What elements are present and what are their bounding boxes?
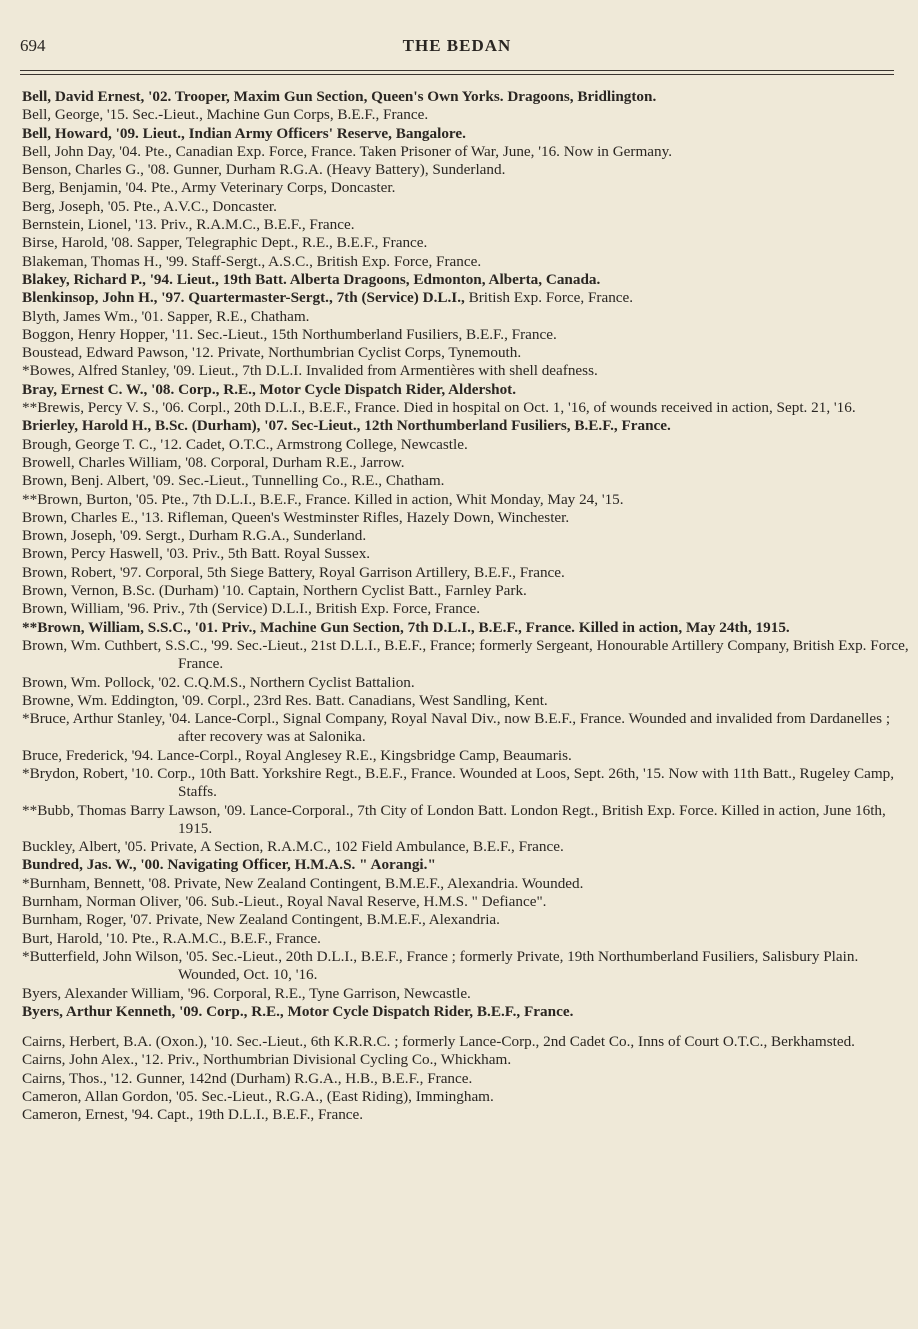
entry-text: *Bowes, Alfred Stanley, '09. Lieut., 7th D.L.I. Invalided from Armentières with shell deafness. [22, 362, 598, 380]
list-item [20, 802, 910, 839]
entry-text: Brown, Wm. Cuthbert, S.S.C., '99. Sec.-Lieut., 21st D.L.I., B.E.F., France; formerly Sergeant, Honourable Artillery Company, British Exp. Force, France. [22, 636, 909, 673]
entry-text: Bell, George, '15. Sec.-Lieut., Machine Gun Corps, B.E.F., France. [22, 106, 429, 124]
entry-text: Brown, Charles E., '13. Rifleman, Queen's Westminster Rifles, Hazely Down, Winchester. [22, 508, 570, 526]
list-item [20, 308, 910, 326]
list-item [20, 1051, 910, 1069]
entry-text: Birse, Harold, '08. Sapper, Telegraphic Dept., R.E., B.E.F., France. [22, 234, 428, 252]
entry-text: Brierley, Harold H., B.Sc. (Durham), '07. Sec-Lieut., 12th Northumberland Fusiliers, B.E.F., France. [22, 417, 671, 435]
entry-text: Brown, Joseph, '09. Sergt., Durham R.G.A., Sunderland. [22, 527, 367, 545]
header-rule-double [20, 74, 894, 75]
entry-text: Cameron, Ernest, '94. Capt., 19th D.L.I., B.E.F., France. [22, 1106, 364, 1124]
list-item [20, 491, 910, 509]
page-number: 694 [20, 36, 46, 55]
list-item [20, 692, 910, 710]
entry-text: Berg, Benjamin, '04. Pte., Army Veterinary Corps, Doncaster. [22, 179, 396, 197]
list-item [20, 1003, 910, 1021]
list-item [20, 289, 910, 307]
list-item [20, 1088, 910, 1106]
list-item [20, 619, 910, 637]
list-item [20, 527, 910, 545]
entry-text: Cairns, Thos., '12. Gunner, 142nd (Durham) R.G.A., H.B., B.E.F., France. [22, 1069, 473, 1087]
list-item [20, 436, 910, 454]
entry-text: Boggon, Henry Hopper, '11. Sec.-Lieut., 15th Northumberland Fusiliers, B.E.F., France. [22, 325, 557, 343]
entry-text: Berg, Joseph, '05. Pte., A.V.C., Doncaster. [22, 197, 277, 215]
list-item [20, 600, 910, 618]
list-item [20, 838, 910, 856]
entry-text: **Brown, William, S.S.C., '01. Priv., Machine Gun Section, 7th D.L.I., B.E.F., France. Killed in action, May 24th, 1915. [22, 618, 790, 636]
list-item [20, 1070, 910, 1088]
entry-text: *Butterfield, John Wilson, '05. Sec.-Lieut., 20th D.L.I., B.E.F., France ; formerly Private, 19th Northumberland Fusiliers, Salisbury Plain. Wounded, Oct. 10, '16. [22, 947, 859, 984]
list-item [20, 1033, 910, 1051]
list-item [20, 216, 910, 234]
list-item [20, 765, 910, 802]
list-item [20, 143, 910, 161]
entry-text: Benson, Charles G., '08. Gunner, Durham R.G.A. (Heavy Battery), Sunderland. [22, 161, 506, 179]
list-item [20, 344, 910, 362]
entry-text: Blyth, James Wm., '01. Sapper, R.E., Chatham. [22, 307, 310, 325]
list-item [20, 161, 910, 179]
list-item [20, 106, 910, 124]
entry-text: **Brewis, Percy V. S., '06. Corpl., 20th D.L.I., B.E.F., France. Died in hospital on Oct. 1, '16, of wounds received in action, Sept. 21, '16. [22, 399, 856, 417]
list-item [20, 509, 910, 527]
entry-text: Bruce, Frederick, '94. Lance-Corpl., Royal Anglesey R.E., Kingsbridge Camp, Beaumaris. [22, 746, 572, 764]
entry-text: *Burnham, Bennett, '08. Private, New Zealand Contingent, B.M.E.F., Alexandria. Wounded. [22, 874, 584, 892]
entry-text: Brough, George T. C., '12. Cadet, O.T.C., Armstrong College, Newcastle. [22, 435, 468, 453]
entry-text: Bell, Howard, '09. Lieut., Indian Army Officers' Reserve, Bangalore. [22, 124, 466, 142]
entry-text-tail: British Exp. Force, France. [464, 289, 634, 307]
entry-text: Bell, John Day, '04. Pte., Canadian Exp. Force, France. Taken Prisoner of War, June, '16. Now in Germany. [22, 142, 673, 160]
list-item [20, 710, 910, 747]
list-item [20, 381, 910, 399]
list-item [20, 856, 910, 874]
entry-text: Brown, Benj. Albert, '09. Sec.-Lieut., Tunnelling Co., R.E., Chatham. [22, 472, 445, 490]
entry-text: Brown, Vernon, B.Sc. (Durham) '10. Captain, Northern Cyclist Batt., Farnley Park. [22, 582, 527, 600]
list-item [20, 234, 910, 252]
list-item [20, 88, 910, 106]
entry-text: Brown, Wm. Pollock, '02. C.Q.M.S., Northern Cyclist Battalion. [22, 673, 415, 691]
entry-text: Bernstein, Lionel, '13. Priv., R.A.M.C., B.E.F., France. [22, 216, 355, 234]
entry-text: **Bubb, Thomas Barry Lawson, '09. Lance-Corporal., 7th City of London Batt. London Regt., British Exp. Force. Killed in action, June 16th, 1915. [22, 801, 886, 837]
list-item [20, 179, 910, 197]
list-item [20, 893, 910, 911]
list-item [20, 362, 910, 380]
running-title: THE BEDAN [402, 36, 512, 55]
list-item [20, 747, 910, 765]
entry-text: Brown, Percy Haswell, '03. Priv., 5th Batt. Royal Sussex. [22, 545, 371, 563]
list-item [20, 564, 910, 582]
list-item [20, 1106, 910, 1124]
entry-text: Blenkinsop, John H., '97. Quartermaster-Sergt., 7th (Service) D.L.I., [22, 289, 465, 307]
list-item [20, 582, 910, 600]
entry-text: *Bruce, Arthur Stanley, '04. Lance-Corpl., Signal Company, Royal Naval Div., now B.E.F., France. Wounded and invalided from Dardanelles ; after recovery was at Salonika. [22, 710, 891, 746]
list-item [20, 985, 910, 1003]
list-item [20, 875, 910, 893]
entry-text: Brown, William, '96. Priv., 7th (Service) D.L.I., British Exp. Force, France. [22, 600, 481, 618]
list-item [20, 253, 910, 271]
list-item [20, 930, 910, 948]
entry-text: Byers, Alexander William, '96. Corporal, R.E., Tyne Garrison, Newcastle. [22, 984, 471, 1002]
entry-text: Blakeman, Thomas H., '99. Staff-Sergt., A.S.C., British Exp. Force, France. [22, 252, 482, 270]
entry-text: Blakey, Richard P., '94. Lieut., 19th Batt. Alberta Dragoons, Edmonton, Alberta, Canada. [22, 270, 601, 288]
list-item [20, 637, 910, 674]
list-item [20, 125, 910, 143]
list-item [20, 948, 910, 985]
list-item [20, 454, 910, 472]
list-item [20, 911, 910, 929]
entry-text: Cairns, John Alex., '12. Priv., Northumbrian Divisional Cycling Co., Whickham. [22, 1051, 512, 1069]
list-item [20, 472, 910, 490]
list-item [20, 545, 910, 563]
entry-text: Bray, Ernest C. W., '08. Corp., R.E., Motor Cycle Dispatch Rider, Aldershot. [22, 380, 517, 398]
list-item [20, 417, 910, 435]
entry-text: Browell, Charles William, '08. Corporal, Durham R.E., Jarrow. [22, 453, 405, 471]
entry-text: Burt, Harold, '10. Pte., R.A.M.C., B.E.F., France. [22, 929, 321, 947]
entry-text: Bundred, Jas. W., '00. Navigating Officer, H.M.A.S. " Aorangi." [22, 856, 436, 874]
page-header [18, 36, 896, 58]
entry-text: **Brown, Burton, '05. Pte., 7th D.L.I., B.E.F., France. Killed in action, Whit Monday, May 24, '15. [22, 490, 624, 508]
header-rule [20, 70, 894, 71]
entry-text: Boustead, Edward Pawson, '12. Private, Northumbrian Cyclist Corps, Tynemouth. [22, 344, 522, 362]
entry-text: Browne, Wm. Eddington, '09. Corpl., 23rd Res. Batt. Canadians, West Sandling, Kent. [22, 691, 548, 709]
roll-of-service-list [20, 88, 910, 1125]
entry-text: Buckley, Albert, '05. Private, A Section, R.A.M.C., 102 Field Ambulance, B.E.F., France. [22, 838, 564, 856]
list-item [20, 399, 910, 417]
entry-text: Burnham, Norman Oliver, '06. Sub.-Lieut., Royal Naval Reserve, H.M.S. " Defiance". [22, 893, 547, 911]
list-item [20, 326, 910, 344]
entry-text: Brown, Robert, '97. Corporal, 5th Siege Battery, Royal Garrison Artillery, B.E.F., France. [22, 563, 565, 581]
list-item [20, 674, 910, 692]
entry-text: Burnham, Roger, '07. Private, New Zealand Contingent, B.M.E.F., Alexandria. [22, 911, 500, 929]
list-item [20, 271, 910, 289]
entry-text: Bell, David Ernest, '02. Trooper, Maxim Gun Section, Queen's Own Yorks. Dragoons, Bridlington. [22, 88, 657, 105]
entry-text: *Brydon, Robert, '10. Corp., 10th Batt. Yorkshire Regt., B.E.F., France. Wounded at Loos, Sept. 26th, '15. Now with 11th Batt., Rugeley Camp, Staffs. [22, 764, 895, 801]
entry-text: Cairns, Herbert, B.A. (Oxon.), '10. Sec.-Lieut., 6th K.R.R.C. ; formerly Lance-Corp., 2nd Cadet Co., Inns of Court O.T.C., Berkhamsted. [22, 1033, 855, 1051]
list-item [20, 198, 910, 216]
entry-text: Byers, Arthur Kenneth, '09. Corp., R.E., Motor Cycle Dispatch Rider, B.E.F., France. [22, 1002, 574, 1020]
entry-text: Cameron, Allan Gordon, '05. Sec.-Lieut., R.G.A., (East Riding), Immingham. [22, 1088, 494, 1106]
